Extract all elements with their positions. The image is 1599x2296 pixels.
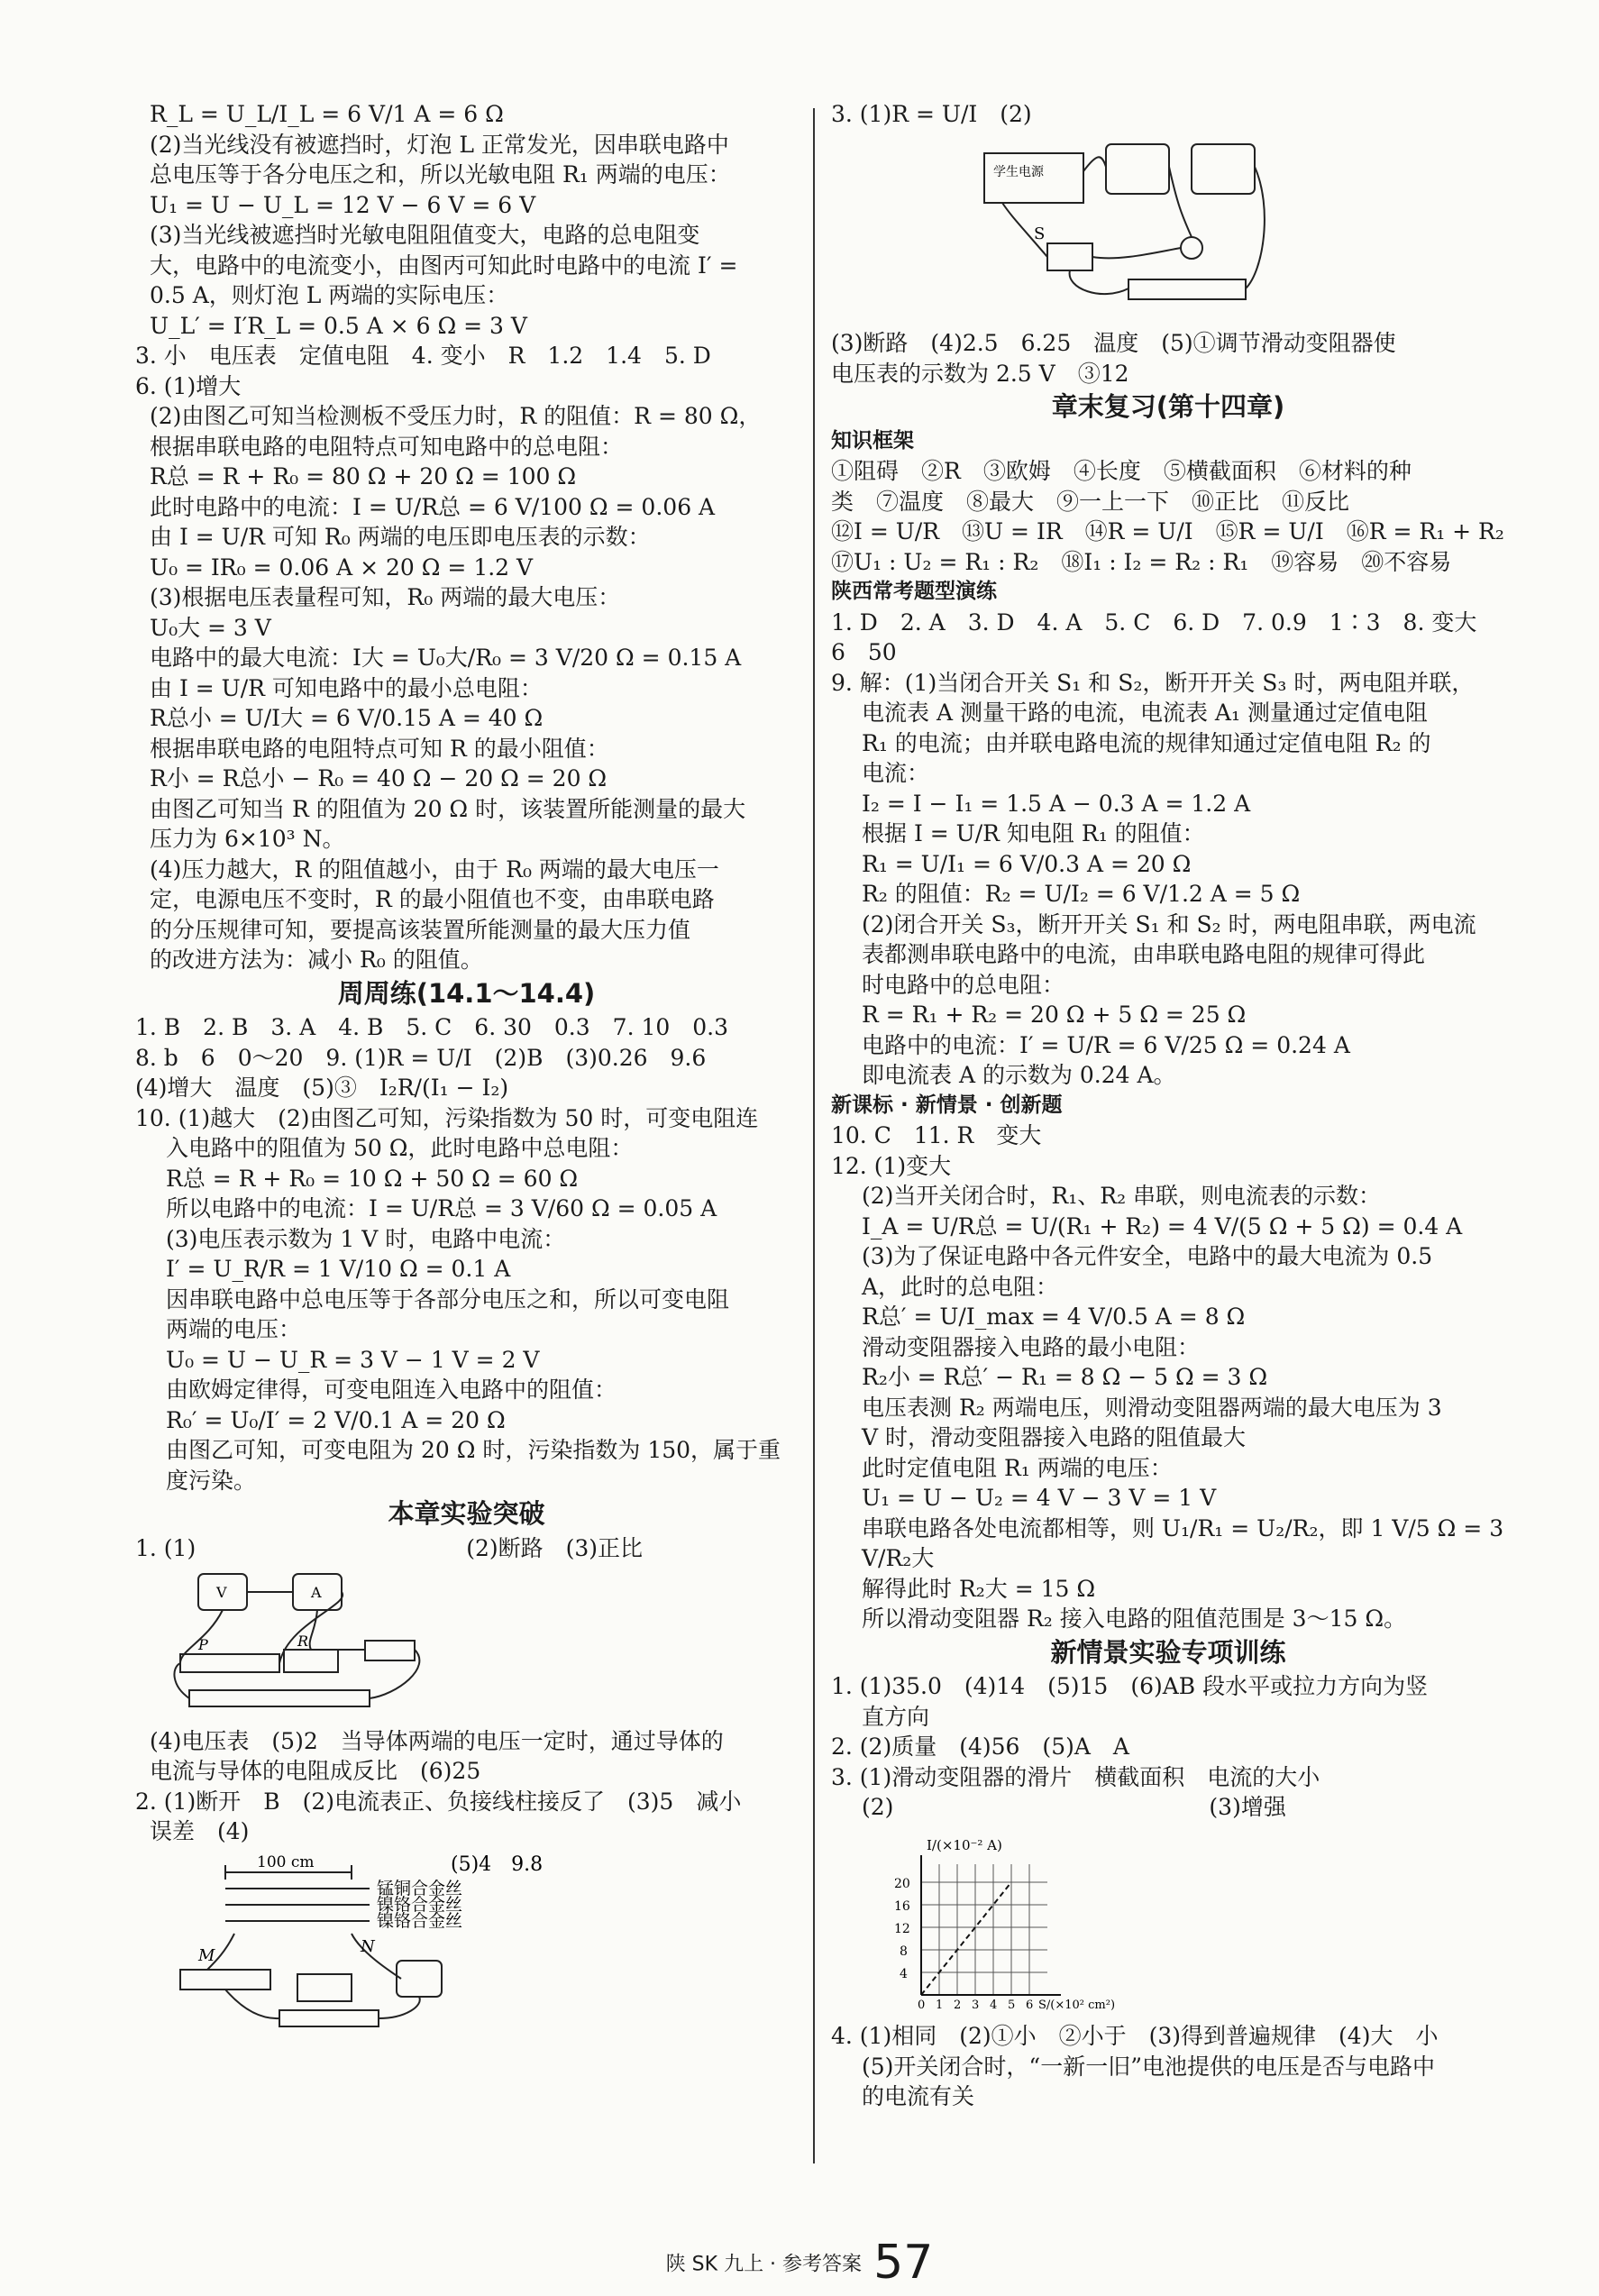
answer-line: 此时定值电阻 R₁ 两端的电压： — [862, 1454, 1173, 1481]
section-heading: 周周练(14.1～14.4) — [337, 977, 596, 1009]
answer-line: (2) (3)增强 — [862, 1794, 1286, 1820]
footer-label: 陕 SK 九上 · 参考答案 — [665, 2253, 863, 2276]
answer-line: (4)电压表 (5)2 当导体两端的电压一定时，通过导体的 — [150, 1727, 724, 1754]
page-number: 57 — [873, 2236, 934, 2290]
answer-line: 此时电路中的电流：I = U/R总 = 6 V/100 Ω = 0.06 A — [150, 493, 716, 520]
answer-line: (2)闭合开关 S₃，断开开关 S₁ 和 S₂ 时，两电阻串联，两电流 — [862, 910, 1476, 938]
fig3-power-label: 学生电源 — [993, 164, 1044, 179]
answer-line: 误差 (4) — [150, 1818, 250, 1844]
fig2-answer: (5)4 9.8 — [451, 1852, 544, 1876]
right-text-block-2 — [831, 2021, 1505, 2112]
answer-line: R₂ 的阻值：R₂ = U/I₂ = 6 V/1.2 A = 5 Ω — [862, 881, 1301, 907]
answer-line: 1. D 2. A 3. D 4. A 5. C 6. D 7. 0.9 1∶3 8. 变大 — [831, 608, 1477, 636]
answer-line: 由 I = U/R 可知电路中的最小总电阻： — [150, 674, 543, 701]
answer-line: 电流表 A 测量干路的电流，电流表 A₁ 测量通过定值电阻 — [862, 700, 1428, 726]
answer-line: ⑫I = U/R ⑬U = IR ⑭R = U/I ⑮R = U/I ⑯R = R₁ + R₂ — [831, 518, 1504, 544]
graph-xtick: 1 — [936, 1998, 944, 2012]
answer-line: 3. 小 电压表 定值电阻 4. 变小 R 1.2 1.4 5. D — [135, 343, 711, 369]
answer-line: 总电压等于各分电压之和，所以光敏电阻 R₁ 两端的电压： — [150, 161, 731, 188]
graph-xtick: 2 — [954, 1998, 962, 2012]
graph-ytick: 16 — [894, 1898, 910, 1914]
current-area-graph — [867, 1828, 1116, 2012]
circuit-diagram-2 — [171, 1852, 550, 2033]
left-text-block — [135, 99, 798, 1563]
right-q3-line-1: 3. (1)R = U/I (2) — [831, 101, 1032, 127]
answer-line: R₁ = U/I₁ = 6 V/0.3 A = 20 Ω — [862, 850, 1192, 877]
answer-line: I_A = U/R总 = U/(R₁ + R₂) = 4 V/(5 Ω + 5 Ω) = 0.4 A — [862, 1212, 1463, 1239]
answer-line: U₀ = IR₀ = 0.06 A × 20 Ω = 1.2 V — [150, 553, 534, 581]
section-heading: 新情景实验专项训练 — [1050, 1636, 1286, 1668]
answer-line: U₁ = U − U₂ = 4 V − 3 V = 1 V — [862, 1485, 1217, 1511]
answer-line: (3)根据电压表量程可知，R₀ 两端的最大电压： — [150, 584, 621, 610]
answer-line: R = R₁ + R₂ = 20 Ω + 5 Ω = 25 Ω — [862, 1002, 1247, 1028]
answer-line: 10. (1)越大 (2)由图乙可知，污染指数为 50 时，可变电阻连 — [135, 1104, 759, 1131]
circuit-figure-3 — [867, 135, 1505, 324]
page-footer — [0, 2236, 1599, 2290]
answer-line: 直方向 — [862, 1703, 930, 1730]
answer-line: 由欧姆定律得，可变电阻连入电路中的阻值： — [166, 1377, 617, 1403]
answer-line: 度污染。 — [166, 1467, 257, 1494]
answer-line: 由 I = U/R 可知 R₀ 两端的电压即电压表的示数： — [150, 524, 651, 550]
answer-line: 的分压规律可知，要提高该装置所能测量的最大压力值 — [150, 916, 691, 943]
answer-line: 由图乙可知当 R 的阻值为 20 Ω 时，该装置所能测量的最大 — [150, 795, 746, 822]
answer-line: 根据串联电路的电阻特点可知电路中的总电阻： — [150, 433, 624, 460]
answer-line: R总小 = U/I大 = 6 V/0.15 A = 40 Ω — [150, 705, 544, 731]
circuit-figure-2 — [171, 1852, 798, 2041]
answer-line: R₁ 的电流；由并联电路电流的规律知通过定值电阻 R₂ 的 — [862, 729, 1431, 756]
answer-line: 6 50 — [831, 639, 897, 665]
answer-line: (4)压力越大，R 的阻值越小，由于 R₀ 两端的最大电压一 — [150, 855, 719, 883]
answer-line: 12. (1)变大 — [831, 1152, 952, 1179]
answer-line: 电路中的电流：I′ = U/R = 6 V/25 Ω = 0.24 A — [862, 1031, 1350, 1058]
graph-ytick: 4 — [900, 1966, 908, 1981]
answer-line: R₂小 = R总′ − R₁ = 8 Ω − 5 Ω = 3 Ω — [862, 1364, 1268, 1390]
column-divider — [813, 108, 815, 2163]
answer-line: 定，电源电压不变时，R 的最小阻值也不变，由串联电路 — [150, 886, 715, 912]
answer-line: 2. (2)质量 (4)56 (5)A A — [831, 1733, 1129, 1760]
answer-line: R总 = R + R₀ = 10 Ω + 50 Ω = 60 Ω — [166, 1165, 579, 1192]
answer-line: 电流： — [862, 760, 930, 786]
answer-line: 3. (1)滑动变阻器的滑片 横截面积 电流的大小 — [831, 1763, 1320, 1790]
section-heading: 新课标 · 新情景 · 创新题 — [831, 1093, 1063, 1117]
fig2-length-label: 100 cm — [257, 1852, 315, 1871]
fig2-wire-1-label: 锰铜合金丝 — [377, 1878, 463, 1898]
fig2-wire-3-label: 镍铬合金丝 — [377, 1910, 463, 1931]
answer-line: 两端的电压： — [166, 1316, 302, 1342]
answer-line: 表都测串联电路中的电流，由串联电路电阻的规律可得此 — [862, 941, 1426, 967]
fig3-switch-label: S — [1034, 224, 1046, 243]
answer-line: A，此时的总电阻： — [862, 1273, 1059, 1300]
fig1-ammeter-label: A — [311, 1584, 322, 1601]
left-column — [135, 99, 798, 2045]
answer-line: R总 = R + R₀ = 80 Ω + 20 Ω = 100 Ω — [150, 463, 577, 489]
answer-line: 6. (1)增大 — [135, 372, 242, 399]
answer-line: 的电流有关 — [862, 2083, 975, 2109]
answer-line: R总′ = U/I_max = 4 V/0.5 A = 8 Ω — [862, 1304, 1246, 1330]
answer-line: ①阻碍 ②R ③欧姆 ④长度 ⑤横截面积 ⑥材料的种 — [831, 458, 1412, 484]
answer-line: 电流与导体的电阻成反比 (6)25 — [150, 1758, 481, 1784]
answer-line: 9. 解：(1)当闭合开关 S₁ 和 S₂，断开开关 S₃ 时，两电阻并联， — [831, 669, 1475, 696]
circuit-diagram-1 — [171, 1569, 442, 1713]
answer-line: 的改进方法为：减小 R₀ 的阻值。 — [150, 947, 483, 973]
answer-line: R₀′ = U₀/I′ = 2 V/0.1 A = 20 Ω — [166, 1406, 506, 1433]
answer-line: (2)由图乙可知当检测板不受压力时，R 的阻值：R = 80 Ω， — [150, 403, 762, 429]
answer-line: (5)开关闭合时，“一新一旧”电池提供的电压是否与电路中 — [862, 2053, 1435, 2080]
answer-line: 大，电路中的电流变小，由图丙可知此时电路中的电流 I′ = — [150, 252, 738, 279]
answer-line: 1. (1) (2)断路 (3)正比 — [135, 1534, 644, 1561]
fig1-p-label: P — [198, 1636, 208, 1653]
fig2-m-label: M — [198, 1945, 215, 1965]
right-q3-line-3: 电压表的示数为 2.5 V ③12 — [831, 360, 1129, 387]
answer-line: 所以滑动变阻器 R₂ 接入电路的阻值范围是 3～15 Ω。 — [862, 1605, 1407, 1632]
left-text-block-2 — [135, 1726, 798, 1847]
answer-line: 入电路中的阻值为 50 Ω，此时电路中总电阻： — [166, 1135, 634, 1161]
answer-line: 1. (1)35.0 (4)14 (5)15 (6)AB 段水平或拉力方向为竖 — [831, 1673, 1429, 1699]
graph-xtick: 6 — [1026, 1998, 1034, 2012]
answer-line: 即电流表 A 的示数为 0.24 A。 — [862, 1062, 1176, 1088]
answer-line: (4)增大 温度 (5)③ I₂R/(I₁ − I₂) — [135, 1075, 509, 1101]
answer-line: (3)为了保证电路中各元件安全，电路中的最大电流为 0.5 — [862, 1243, 1433, 1269]
graph-xtick: 4 — [990, 1998, 998, 2012]
answer-line: 由图乙可知，可变电阻为 20 Ω 时，污染指数为 150，属于重 — [166, 1437, 781, 1463]
answer-line: 根据串联电路的电阻特点可知 R 的最小阻值： — [150, 735, 609, 762]
graph-xtick: 0 — [918, 1998, 926, 2012]
answer-line: 0.5 A，则灯泡 L 两端的实际电压： — [150, 282, 509, 308]
graph-y-label: I/(×10⁻² A) — [927, 1836, 1002, 1853]
answer-line: (2)当光线没有被遮挡时，灯泡 L 正常发光，因串联电路中 — [150, 131, 729, 158]
graph-figure — [867, 1828, 1505, 2017]
right-column — [831, 99, 1512, 2112]
answer-line: I′ = U_R/R = 1 V/10 Ω = 0.1 A — [166, 1256, 511, 1282]
graph-xtick: 3 — [972, 1998, 980, 2012]
fig1-r-label: R — [297, 1633, 309, 1650]
circuit-figure-1 — [171, 1569, 798, 1721]
graph-ytick: 12 — [894, 1921, 910, 1936]
answer-line: 4. (1)相同 (2)①小 ②小于 (3)得到普遍规律 (4)大 小 — [831, 2023, 1439, 2049]
answer-line: 8. b 6 0～20 9. (1)R = U/I (2)B (3)0.26 9.6 — [135, 1044, 707, 1071]
right-q3-line-2: (3)断路 (4)2.5 6.25 温度 (5)①调节滑动变阻器使 — [831, 330, 1396, 356]
answer-line: R小 = R总小 − R₀ = 40 Ω − 20 Ω = 20 Ω — [150, 765, 608, 791]
graph-ytick: 8 — [900, 1944, 908, 1959]
section-heading: 本章实验突破 — [388, 1498, 545, 1529]
section-heading: 陕西常考题型演练 — [831, 580, 997, 603]
circuit-diagram-3 — [867, 135, 1282, 316]
answer-line: 1. B 2. B 3. A 4. B 5. C 6. 30 0.3 7. 10 0.3 — [135, 1014, 729, 1040]
fig2-n-label: N — [361, 1936, 375, 1956]
answer-line: U₀大 = 3 V — [150, 614, 271, 641]
answer-line: 电路中的最大电流：I大 = U₀大/R₀ = 3 V/20 Ω = 0.15 A — [150, 645, 742, 671]
fig1-voltmeter-label: V — [216, 1584, 227, 1601]
answer-line: 2. (1)断开 B (2)电流表正、负接线柱接反了 (3)5 减小 — [135, 1788, 742, 1815]
answer-line: R_L = U_L/I_L = 6 V/1 A = 6 Ω — [150, 101, 504, 127]
right-text-block — [831, 391, 1512, 1823]
answer-line: (2)当开关闭合时，R₁、R₂ 串联，则电流表的示数： — [862, 1183, 1382, 1209]
answer-line: U₁ = U − U_L = 12 V − 6 V = 6 V — [150, 191, 536, 218]
graph-xtick: 5 — [1008, 1998, 1016, 2012]
graph-ytick: 20 — [894, 1876, 910, 1891]
answer-line: U₀ = U − U_R = 3 V − 1 V = 2 V — [166, 1346, 540, 1373]
answer-line: 根据 I = U/R 知电阻 R₁ 的阻值： — [862, 820, 1205, 846]
answer-line: 压力为 6×10³ N。 — [150, 826, 345, 852]
answer-line: V 时，滑动变阻器接入电路的阻值最大 — [862, 1424, 1247, 1450]
answer-line: I₂ = I − I₁ = 1.5 A − 0.3 A = 1.2 A — [862, 790, 1251, 817]
answer-line: 所以电路中的电流：I = U/R总 = 3 V/60 Ω = 0.05 A — [166, 1195, 717, 1221]
section-heading: 知识框架 — [831, 428, 914, 453]
section-heading: 章末复习(第十四章) — [1051, 391, 1285, 422]
graph-x-label: S/(×10² cm²) — [1038, 1998, 1116, 2012]
answer-line: 因串联电路中总电压等于各部分电压之和，所以可变电阻 — [166, 1285, 730, 1313]
fig2-wire-2-label: 镍铬合金丝 — [377, 1894, 463, 1915]
answer-line: ⑰U₁ : U₂ = R₁ : R₂ ⑱I₁ : I₂ = R₂ : R₁ ⑲容易 ⑳不容易 — [831, 548, 1452, 575]
answer-line: 时电路中的总电阻： — [862, 971, 1065, 998]
answer-line: 滑动变阻器接入电路的最小电阻： — [862, 1333, 1201, 1360]
answer-line: 10. C 11. R 变大 — [831, 1122, 1042, 1148]
answer-line: 电压表测 R₂ 两端电压，则滑动变阻器两端的最大电压为 3 — [862, 1394, 1442, 1421]
answer-line: (3)电压表示数为 1 V 时，电路中电流： — [166, 1225, 566, 1252]
answer-line: 串联电路各处电流都相等，则 U₁/R₁ = U₂/R₂，即 1 V/5 Ω = 3 V/R₂大 — [862, 1514, 1512, 1571]
answer-line: (3)当光线被遮挡时光敏电阻阻值变大，电路的总电阻变 — [150, 222, 700, 248]
answer-line: U_L′ = I′R_L = 0.5 A × 6 Ω = 3 V — [150, 312, 527, 339]
answer-line: 解得此时 R₂大 = 15 Ω — [862, 1575, 1096, 1602]
answer-line: 类 ⑦温度 ⑧最大 ⑨一上一下 ⑩正比 ⑪反比 — [831, 488, 1350, 515]
